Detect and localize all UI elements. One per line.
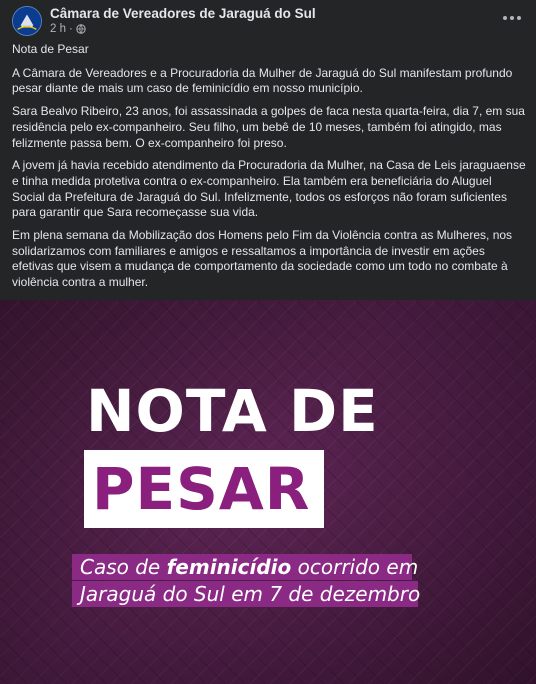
globe-icon [76, 24, 86, 34]
meta-separator: · [69, 23, 73, 35]
headline-nota-de: NOTA DE [86, 377, 379, 445]
subtitle-text: ocorrido em [291, 555, 419, 579]
post-paragraph: Em plena semana da Mobilização dos Homens pelo Fim da Violência contra as Mulheres, nos solidarizamos com familiares e amigos e ressaltamos a importância de investir em ações efetivas que visem a mudança de comportamento da sociedade como um todo no combate à violência contra a mulher. [12, 228, 513, 290]
post-meta [50, 23, 86, 35]
more-options-icon[interactable] [500, 8, 524, 28]
camara-logo-icon [13, 7, 41, 35]
post-header [0, 0, 536, 40]
post-paragraph: A Câmara de Vereadores e a Procuradoria da Mulher de Jaraguá do Sul manifestam profundo pesar diante de mais um caso de feminicídio em nosso município. [12, 65, 513, 96]
subtitle-emphasis: feminicídio [166, 555, 292, 579]
post-body [12, 42, 526, 298]
page-name[interactable]: Câmara de Vereadores de Jaraguá do Sul [50, 6, 316, 21]
subtitle-text: Caso de [80, 555, 167, 579]
post-title: Nota de Pesar [12, 42, 89, 56]
subtitle-line-1 [80, 555, 418, 579]
headline-pesar: PESAR [92, 455, 311, 523]
page-avatar[interactable] [12, 6, 42, 36]
post-time[interactable]: 2 h [50, 23, 66, 35]
subtitle-line-2: Jaraguá do Sul em 7 de dezembro [80, 582, 421, 606]
post-paragraph: A jovem já havia recebido atendimento da Procuradoria da Mulher, na Casa de Leis jaraguaense e tinha medida protetiva contra o ex-companheiro. Ela também era beneficiária do Aluguel Social da Prefeitura de Jaraguá do Sul. Infelizmente, todos os esforços não foram suficientes para garantir que Sara recomeçasse sua vida. [12, 158, 526, 220]
post-image[interactable] [0, 300, 536, 684]
post-paragraph: Sara Bealvo Ribeiro, 23 anos, foi assassinada a golpes de faca nesta quarta-feira, dia 7, em sua residência pelo ex-companheiro. Seu filho, um bebê de 10 meses, também foi atingido, mas felizmente passa bem. O ex-companheiro foi preso. [12, 104, 525, 150]
